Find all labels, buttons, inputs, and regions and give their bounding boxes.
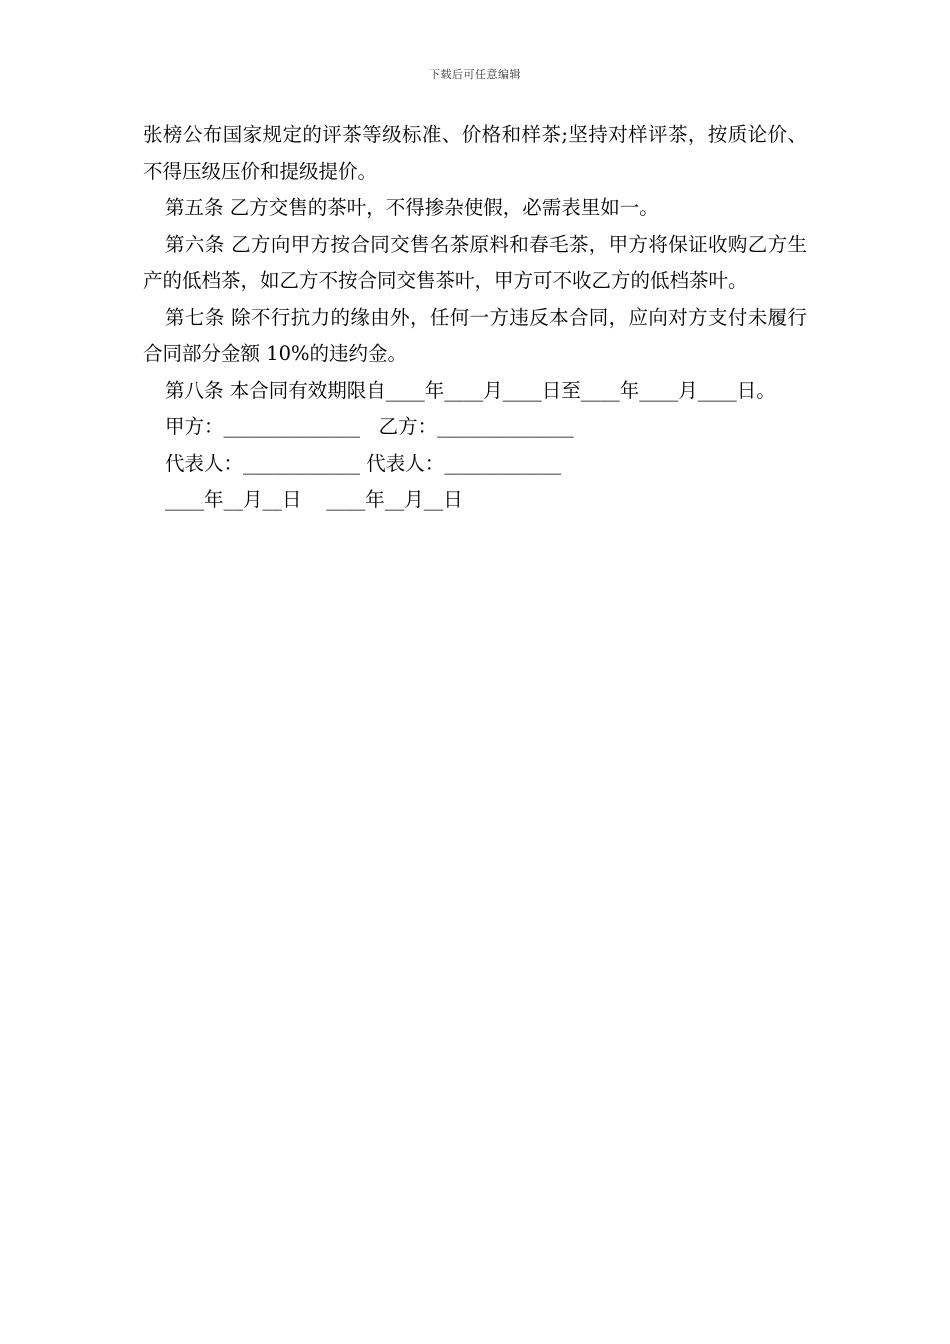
contract-body bbox=[143, 117, 807, 519]
representatives-line: 代表人：____________ 代表人：____________ bbox=[165, 451, 562, 475]
clause-paragraph: 张榜公布国家规定的评茶等级标准、价格和样茶;坚持对样评茶，按质论价、不得压级压价和提级提价。 bbox=[143, 123, 807, 183]
clause-5: 第五条 乙方交售的茶叶，不得掺杂使假，必需表里如一。 bbox=[165, 196, 659, 219]
clause-8: 第八条 本合同有效期限自____年____月____日至____年____月____日。 bbox=[165, 378, 776, 402]
parties-line: 甲方：______________ 乙方：______________ bbox=[165, 415, 574, 438]
clause-6: 第六条 乙方向甲方按合同交售名茶原料和春毛茶，甲方将保证收购乙方生产的低档茶，如乙方不按合同交售茶叶，甲方可不收乙方的低档茶叶。 bbox=[143, 232, 807, 292]
clause-7: 第七条 除不行抗力的缘由外，任何一方违反本合同，应向对方支付未履行合同部分金额 10%的违约金。 bbox=[143, 305, 807, 365]
dates-line: ____年__月__日 ____年__月__日 bbox=[165, 488, 463, 511]
page-header: 下载后可任意编辑 bbox=[429, 68, 521, 81]
